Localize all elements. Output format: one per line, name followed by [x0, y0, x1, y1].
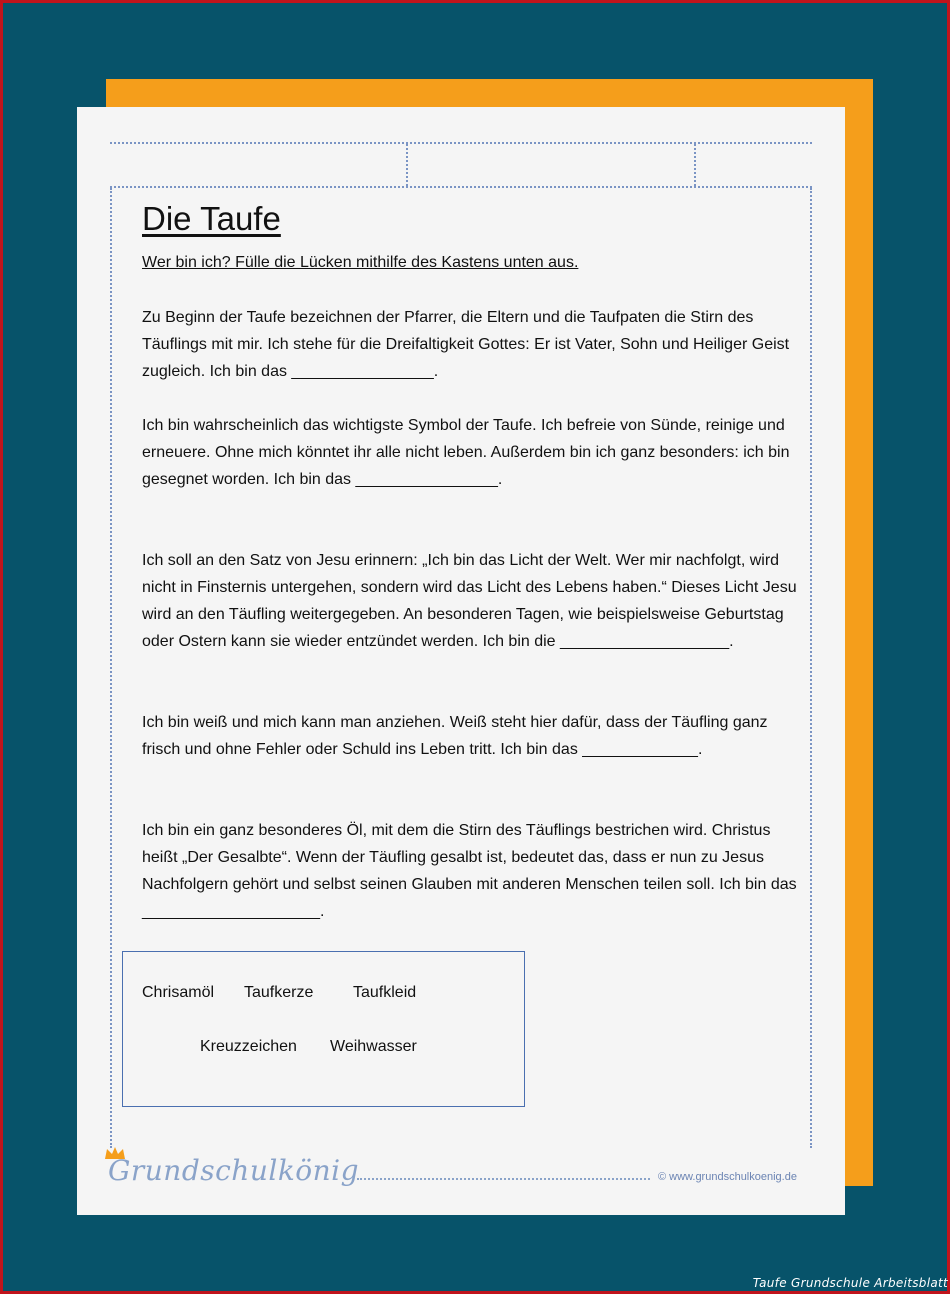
dotted-header-divider: [694, 144, 696, 186]
brand-logo: Grundschulkönig: [108, 1154, 360, 1187]
word-taufkerze: Taufkerze: [244, 984, 314, 1001]
dotted-left-edge: [110, 188, 112, 1148]
instruction-text: Wer bin ich? Fülle die Lücken mithilfe des Kastens unten aus.: [142, 254, 579, 271]
word-kreuzzeichen: Kreuzzeichen: [200, 1038, 297, 1055]
word-box: [122, 951, 525, 1107]
dotted-header-frame: [110, 142, 812, 188]
paragraph-taufkerze: Ich soll an den Satz von Jesu erinnern: „Ich bin das Licht der Welt. Wer mir nachfolgt, wird nicht in Finsternis untergehen, sondern wird das Licht des Lebens haben.“ Dieses Licht Jesu wird an den Täufling weitergegeben. An besonderen Tagen, wie beispielsweise Geburtstag oder Ostern kann sie wieder entzündet werden. Ich bin die ___________________.: [142, 552, 797, 650]
copyright-text: © www.grundschulkoenig.de: [658, 1171, 797, 1183]
paragraph-chrisamoel: Ich bin ein ganz besonderes Öl, mit dem die Stirn des Täuflings bestrichen wird. Christus heißt „Der Gesalbte“. Wenn der Täufling gesalbt ist, bedeutet das, dass er nun zu Jesus Nachfolgern gehört und selbst seinen Glauben mit anderen Menschen teilen soll. Ich bin das ____________________.: [142, 822, 797, 920]
paragraph-taufkleid: Ich bin weiß und mich kann man anziehen. Weiß steht hier dafür, dass der Täufling ganz frisch und ohne Fehler oder Schuld ins Leben tritt. Ich bin das _____________.: [142, 714, 768, 758]
word-chrisamoel: Chrisamöl: [142, 984, 215, 1001]
dotted-header-divider: [406, 144, 408, 186]
footer-dotted-line: [357, 1178, 650, 1180]
dotted-right-edge: [810, 188, 812, 1148]
word-weihwasser: Weihwasser: [330, 1038, 417, 1055]
paragraph-weihwasser: Ich bin wahrscheinlich das wichtigste Symbol der Taufe. Ich befreie von Sünde, reinige und erneuere. Ohne mich könntet ihr alle nicht leben. Außerdem bin ich ganz besonders: ich bin gesegnet worden. Ich bin das ________________.: [142, 417, 790, 488]
image-caption: Taufe Grundschule Arbeitsblatt: [752, 1276, 948, 1290]
word-taufkleid: Taufkleid: [353, 984, 417, 1001]
page-title: Die Taufe: [142, 200, 281, 237]
paragraph-kreuzzeichen: Zu Beginn der Taufe bezeichnen der Pfarrer, die Eltern und die Taufpaten die Stirn des Täuflings mit mir. Ich stehe für die Dreifaltigkeit Gottes: Er ist Vater, Sohn und Heiliger Geist zugleich. Ich bin das ________________.: [142, 309, 790, 380]
